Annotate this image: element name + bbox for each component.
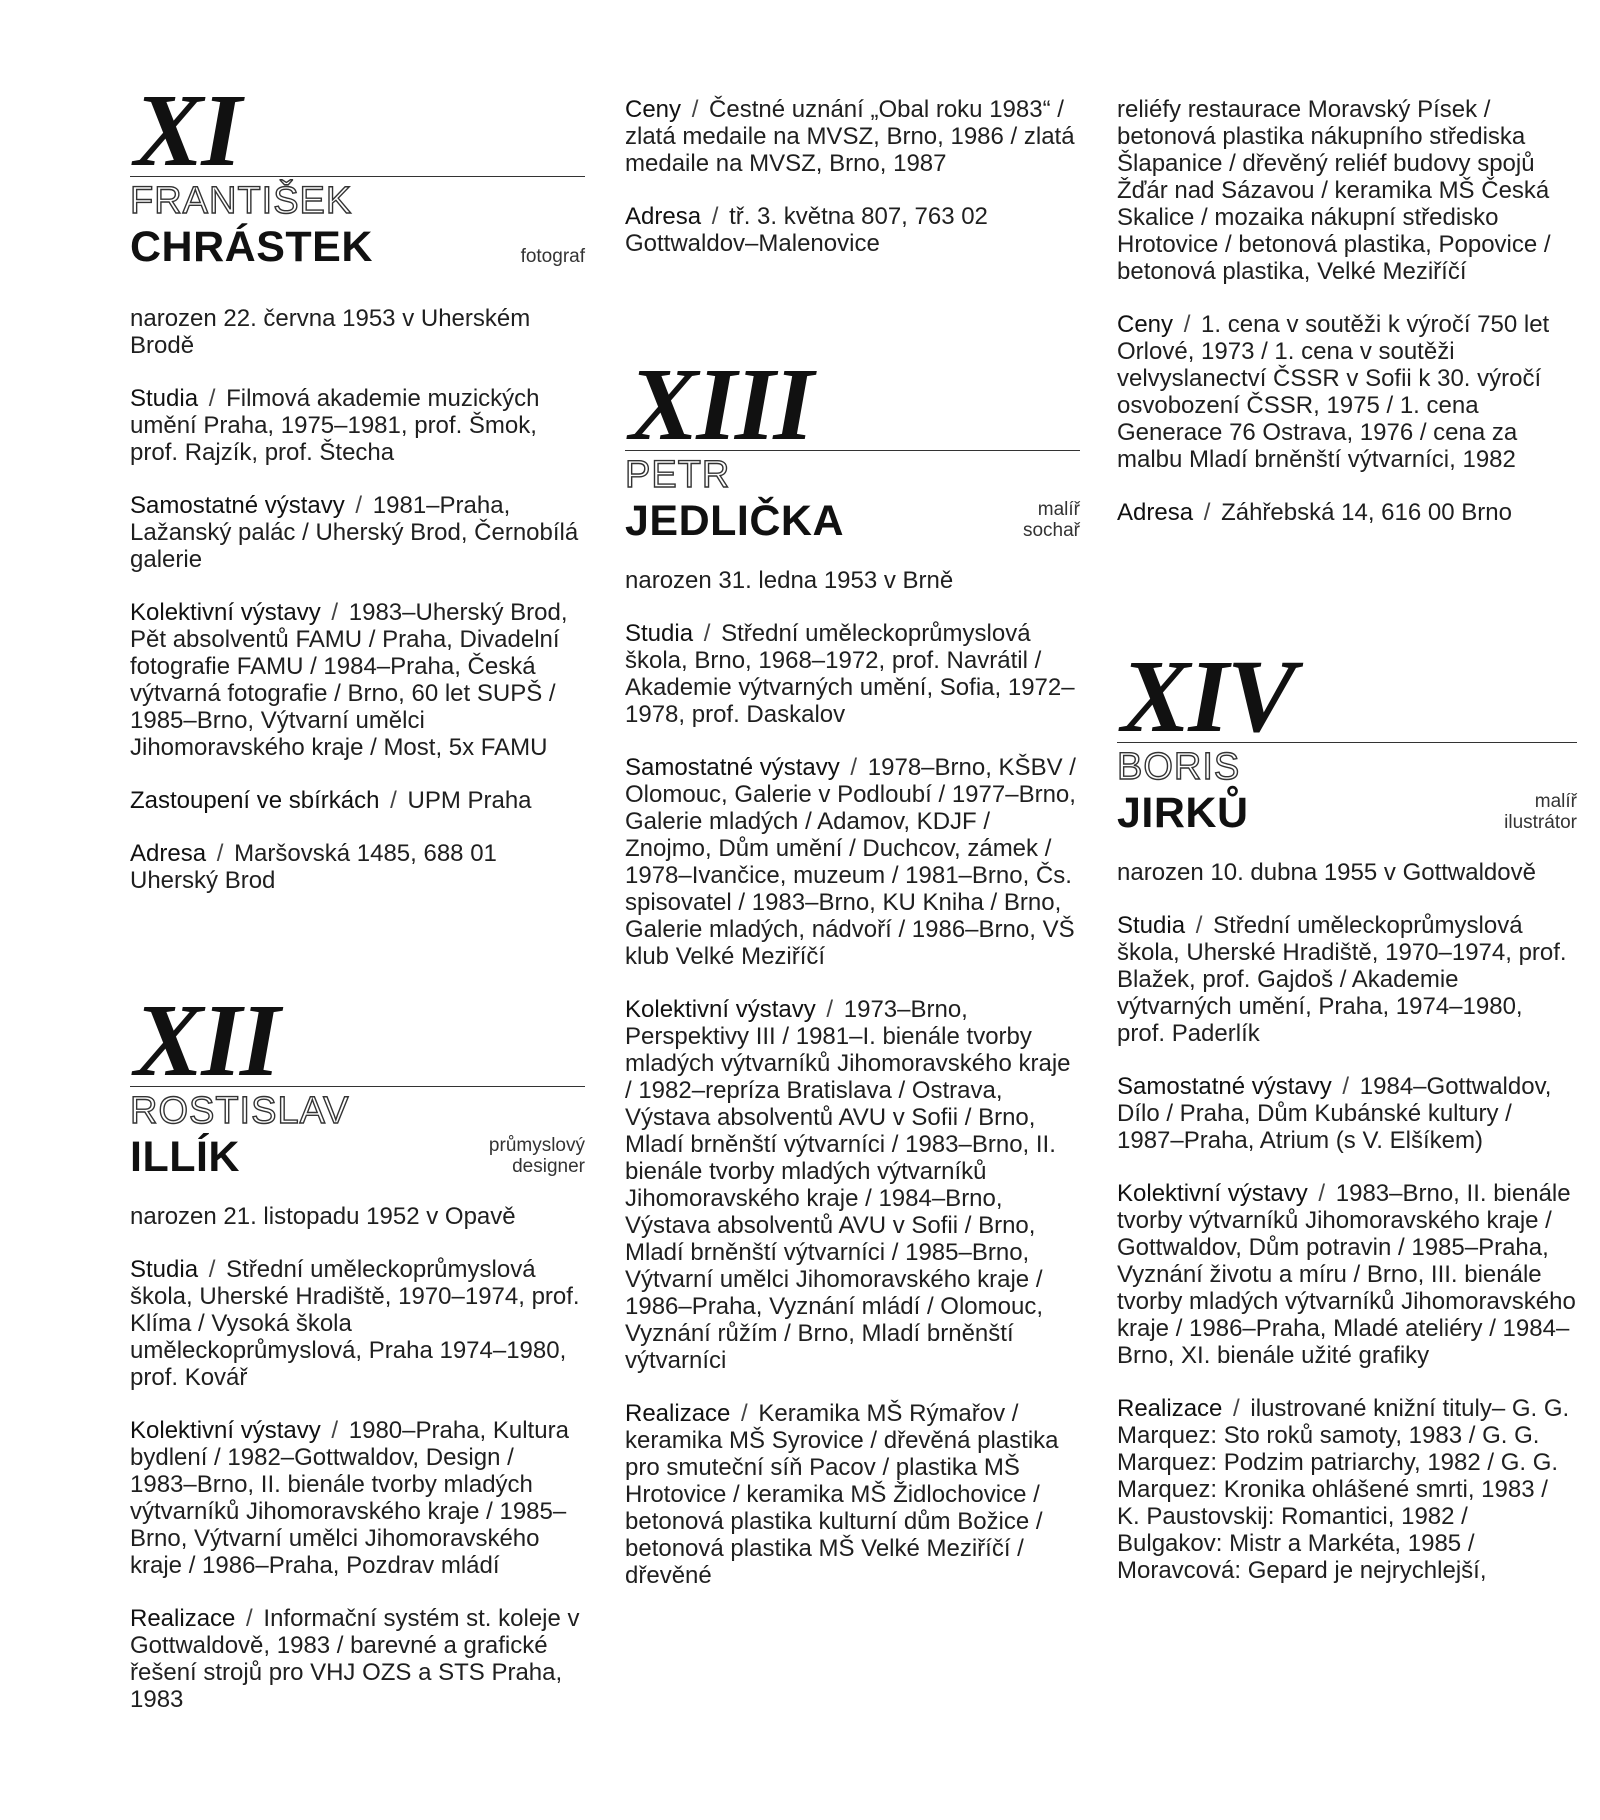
- birth-info: narozen 22. června 1953 v Uherském Brodě: [130, 305, 531, 359]
- artist-first-name: FRANTIŠEK: [130, 180, 353, 222]
- section-realizations: [130, 1605, 585, 1713]
- section-label: Kolektivní výstavy: [130, 1417, 321, 1444]
- name-row: [130, 221, 585, 271]
- section-text: tř. 3. května 807, 763 02 Gottwaldov–Malenovice: [625, 203, 988, 257]
- artist-entry-xiii: [625, 347, 1080, 1615]
- section-studia: [130, 1256, 585, 1391]
- role-line: malíř: [1037, 499, 1080, 520]
- section-text: 1. cena v soutěži k výročí 750 let Orlové, 1973 / 1. cena v soutěži velvyslanectví ČSSR v Sofii k 30. výročí osvobození ČSSR, 1975 / 1. cena Generace 76 Ostrava, 1976 / cena za malbu Mladí brněnští výtvarníci, 1982: [1117, 311, 1550, 473]
- name-row: [1117, 787, 1577, 837]
- artist-surname: ILLÍK: [130, 1133, 240, 1181]
- birth-info: narozen 10. dubna 1955 v Gottwaldově: [1117, 859, 1536, 886]
- section-label: Kolektivní výstavy: [1117, 1180, 1308, 1207]
- section-text: Filmová akademie muzických umění Praha, 1975–1981, prof. Šmok, prof. Rajzík, prof. Štecha: [130, 385, 540, 466]
- role-line: fotograf: [520, 246, 585, 267]
- section-group-exhibitions: [130, 599, 585, 761]
- section-separator: /: [1335, 1073, 1356, 1100]
- section-separator: /: [202, 1256, 223, 1283]
- name-row: [130, 1131, 585, 1181]
- section-separator: /: [734, 1400, 755, 1427]
- section-separator: /: [1311, 1180, 1332, 1207]
- section-separator: /: [348, 492, 369, 519]
- section-separator: /: [1226, 1395, 1247, 1422]
- role-line: průmyslový: [488, 1135, 585, 1156]
- artist-role: [1023, 499, 1080, 545]
- section-realizations: [1117, 1395, 1577, 1584]
- section-solo-exhibitions: [625, 754, 1080, 970]
- section-separator: /: [324, 1417, 345, 1444]
- section-text: Střední uměleckoprůmyslová škola, Brno, 1968–1972, prof. Navrátil / Akademie výtvarných umění, Sofia, 1972–1978, prof. Daskalov: [625, 620, 1075, 728]
- section-address: [1117, 499, 1577, 526]
- artist-role: [521, 246, 585, 271]
- section-collections: [130, 787, 585, 814]
- section-text: Střední uměleckoprůmyslová škola, Uherské Hradiště, 1970–1974, prof. Blažek, prof. Gajdoš / Akademie výtvarných umění, Praha, 1974–1980, prof. Paderlík: [1117, 912, 1567, 1047]
- entry-numeral: XIV: [1121, 639, 1295, 754]
- section-group-exhibitions: [625, 996, 1080, 1374]
- section-separator: /: [383, 787, 404, 814]
- realizations-continued: reliéfy restaurace Moravský Písek / betonová plastika nákupního střediska Šlapanice / dřevěný reliéf budovy spojů Žďár nad Sázavou / keramika MŠ Česká Skalice / mozaika nákupní středisko Hrotovice / betonová plastika, Popovice / betonová plastika, Velké Meziříčí: [1117, 96, 1551, 285]
- section-label: Realizace: [1117, 1395, 1223, 1422]
- entry-numeral: XI: [134, 73, 240, 188]
- name-row: [625, 495, 1080, 545]
- section-separator: /: [324, 599, 345, 626]
- section-text: 1980–Praha, Kultura bydlení / 1982–Gottwaldov, Design / 1983–Brno, II. bienále tvorby mladých výtvarníků Jihomoravského kraje / 1985–Brno, Výtvarní umělci Jihomoravského kraje / 1986–Praha, Pozdrav mládí: [130, 1417, 569, 1579]
- section-separator: /: [685, 96, 706, 123]
- section-text: ilustrované knižní tituly– G. G. Marquez: Sto roků samoty, 1983 / G. G. Marquez: Podzim patriarchy, 1982 / G. G. Marquez: Kronika ohlášené smrti, 1983 / K. Paustovskij: Romantici, 1982 / Bulgakov: Mistr a Markéta, 1985 / Moravcová: Gepard je nejrychlejší,: [1117, 1395, 1570, 1584]
- section-separator: /: [1177, 311, 1198, 338]
- role-line: sochař: [1022, 520, 1080, 541]
- role-line: designer: [512, 1156, 585, 1177]
- birth-info: narozen 31. ledna 1953 v Brně: [625, 567, 954, 594]
- section-solo-exhibitions: [130, 492, 585, 573]
- role-line: ilustrátor: [1504, 812, 1577, 833]
- section-separator: /: [1197, 499, 1218, 526]
- previous-entry-continuation: [625, 96, 1080, 283]
- entry-numeral: XIII: [629, 347, 812, 462]
- artist-entry-xi: [130, 73, 585, 920]
- section-label: Adresa: [130, 840, 207, 867]
- section-label: Realizace: [625, 1400, 731, 1427]
- section-group-exhibitions: [130, 1417, 585, 1579]
- section-studia: [625, 620, 1080, 728]
- section-separator: /: [210, 840, 231, 867]
- previous-entry-continuation: [1117, 96, 1577, 552]
- artist-surname: CHRÁSTEK: [130, 223, 373, 271]
- section-text: Keramika MŠ Rýmařov / keramika MŠ Syrovice / dřevěná plastika pro smuteční síň Pacov / plastika MŠ Hrotovice / keramika MŠ Židlochovice / betonová plastika kulturní dům Božice / betonová plastika MŠ Velké Meziříčí / dřevěné: [625, 1400, 1059, 1589]
- section-address: [625, 203, 1080, 257]
- section-text: 1984–Gottwaldov, Dílo / Praha, Dům Kubánské kultury / 1987–Praha, Atrium (s V. Elšíkem): [1117, 1073, 1552, 1154]
- section-text: Maršovská 1485, 688 01 Uherský Brod: [130, 840, 497, 894]
- artist-role: [1504, 791, 1577, 837]
- artist-entry-xiv: [1117, 639, 1577, 1610]
- section-address: [130, 840, 585, 894]
- section-solo-exhibitions: [1117, 1073, 1577, 1154]
- section-label: Ceny: [625, 96, 682, 123]
- section-separator: /: [202, 385, 223, 412]
- section-label: Ceny: [1117, 311, 1174, 338]
- section-label: Studia: [625, 620, 694, 647]
- entry-numeral: XII: [134, 983, 279, 1098]
- section-text: 1973–Brno, Perspektivy III / 1981–I. bienále tvorby mladých výtvarníků Jihomoravského kraje / 1982–repríza Bratislava / Ostrava, Výstava absolventů AVU v Sofii / Brno, Mladí brněnští výtvarníci / 1983–Brno, II. bienále tvorby mladých výtvarníků Jihomoravského kraje / 1984–Brno, Výstava absolventů AVU v Sofii / Brno, Mladí brněnští výtvarníci / 1985–Brno, Výtvarní umělci Jihomoravského kraje / 1986–Praha, Vyznání mládí / Olomouc, Vyznání růžím / Brno, Mladí brněnští výtvarníci: [625, 996, 1071, 1374]
- section-label: Adresa: [1117, 499, 1194, 526]
- artist-first-name: PETR: [625, 454, 731, 496]
- section-label: Studia: [130, 1256, 199, 1283]
- section-label: Samostatné výstavy: [130, 492, 345, 519]
- section-text: 1983–Brno, II. bienále tvorby výtvarníků Jihomoravského kraje / Gottwaldov, Dům potravin / 1985–Praha, Vyznání životu a míru / Brno, III. bienále tvorby mladých výtvarníků Jihomoravského kraje / 1986–Praha, Mladé ateliéry / 1984–Brno, XI. bienále užité grafiky: [1117, 1180, 1576, 1369]
- section-text: 1983–Uherský Brod, Pět absolventů FAMU / Praha, Divadelní fotografie FAMU / 1984–Praha, Česká výtvarná fotografie / Brno, 60 let SUPŠ / 1985–Brno, Výtvarní umělci Jihomoravského kraje / Most, 5x FAMU: [130, 599, 568, 761]
- section-label: Studia: [130, 385, 199, 412]
- section-separator: /: [697, 620, 718, 647]
- artist-first-name: BORIS: [1117, 746, 1241, 788]
- section-label: Realizace: [130, 1605, 236, 1632]
- section-realizations: [625, 1400, 1080, 1589]
- artist-first-name: ROSTISLAV: [130, 1090, 350, 1132]
- section-separator: /: [239, 1605, 260, 1632]
- section-separator: /: [1189, 912, 1210, 939]
- section-label: Kolektivní výstavy: [625, 996, 816, 1023]
- section-label: Studia: [1117, 912, 1186, 939]
- section-separator: /: [843, 754, 864, 781]
- section-awards: [1117, 311, 1577, 473]
- section-label: Zastoupení ve sbírkách: [130, 787, 380, 814]
- section-text: 1978–Brno, KŠBV / Olomouc, Galerie v Podloubí / 1977–Brno, Galerie mladých / Adamov, KDJF / Znojmo, Dům umění / Duchcov, zámek / 1978–Ivančice, muzeum / 1981–Brno, Čs. spisovatel / 1983–Brno, KU Kniha / Brno, Galerie mladých, nádvoří / 1986–Brno, VŠ klub Velké Meziříčí: [625, 754, 1076, 970]
- section-text: UPM Praha: [407, 787, 532, 814]
- section-awards: [625, 96, 1080, 177]
- section-text: 1981–Praha, Lažanský palác / Uherský Brod, Černobílá galerie: [130, 492, 579, 573]
- section-label: Adresa: [625, 203, 702, 230]
- section-studia: [130, 385, 585, 466]
- section-text: Záhřebská 14, 616 00 Brno: [1221, 499, 1512, 526]
- section-separator: /: [819, 996, 840, 1023]
- section-text: Informační systém st. koleje v Gottwaldově, 1983 / barevné a grafické řešení strojů pro VHJ OZS a STS Praha, 1983: [130, 1605, 580, 1713]
- artist-surname: JEDLIČKA: [625, 497, 845, 545]
- section-studia: [1117, 912, 1577, 1047]
- section-label: Samostatné výstavy: [1117, 1073, 1332, 1100]
- section-label: Samostatné výstavy: [625, 754, 840, 781]
- role-line: malíř: [1534, 791, 1577, 812]
- section-text: Čestné uznání „Obal roku 1983“ / zlatá medaile na MVSZ, Brno, 1986 / zlatá medaile na MVSZ, Brno, 1987: [625, 96, 1075, 177]
- birth-info: narozen 21. listopadu 1952 v Opavě: [130, 1203, 516, 1230]
- artist-surname: JIRKŮ: [1117, 789, 1249, 837]
- section-label: Kolektivní výstavy: [130, 599, 321, 626]
- section-text: Střední uměleckoprůmyslová škola, Uherské Hradiště, 1970–1974, prof. Klíma / Vysoká škola uměleckoprůmyslová, Praha 1974–1980, prof. Kovář: [130, 1256, 580, 1391]
- section-group-exhibitions: [1117, 1180, 1577, 1369]
- section-separator: /: [705, 203, 726, 230]
- artist-entry-xii: [130, 983, 585, 1739]
- artist-role: [489, 1135, 585, 1181]
